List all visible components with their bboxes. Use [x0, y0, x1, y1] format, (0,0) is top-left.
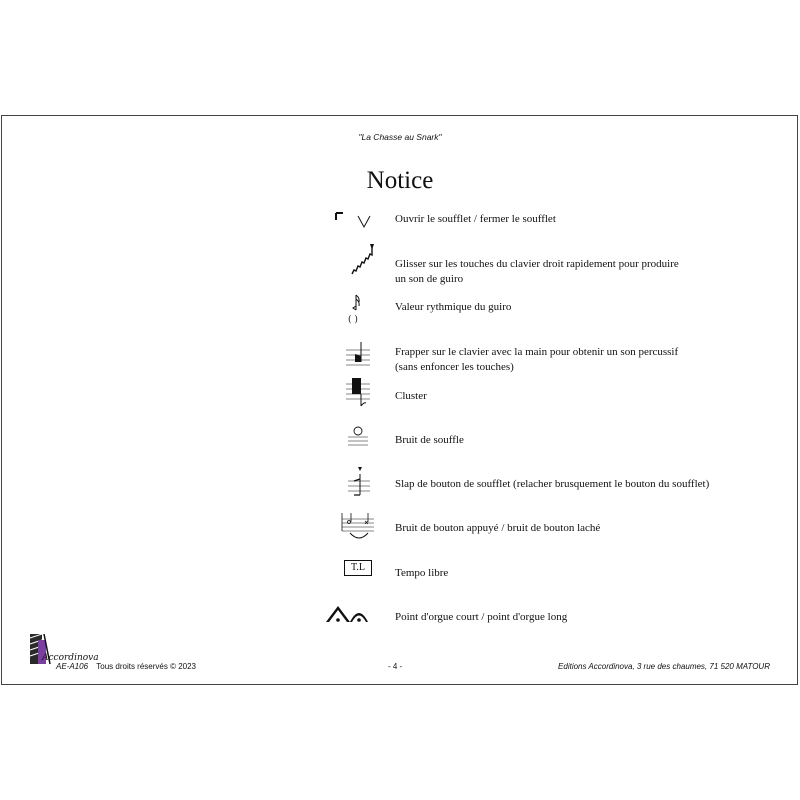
- button-noise-icon: [330, 509, 386, 543]
- notice-item-8: Bruit de bouton appuyé / bruit de bouton laché: [395, 522, 601, 534]
- copyright: Tous droits réservés © 2023: [96, 662, 196, 671]
- cluster-icon: [330, 376, 386, 408]
- page-number: - 4 -: [388, 662, 403, 671]
- publisher-address: Editions Accordinova, 3 rue des chaumes, 71 520 MATOUR: [558, 662, 770, 671]
- open-close-bellows-icon: [330, 210, 386, 230]
- percussive-strike-icon: [330, 340, 386, 368]
- piece-title: "La Chasse au Snark": [358, 132, 442, 142]
- notice-item-1: Ouvrir le soufflet / fermer le soufflet: [395, 213, 556, 225]
- notice-item-2: Glisser sur les touches du clavier droit rapidement pour produire un son de guiro: [395, 258, 679, 285]
- catalog-code: AE-A106: [56, 662, 89, 671]
- breath-noise-icon: [330, 424, 386, 450]
- notice-item-10: Point d'orgue court / point d'orgue long: [395, 611, 568, 623]
- notice-item-7: Slap de bouton de soufflet (relacher brusquement le bouton du soufflet): [395, 478, 710, 490]
- guiro-rhythm-icon: [330, 292, 386, 324]
- button-slap-icon: [330, 465, 386, 499]
- notice-item-3: Valeur rythmique du guiro: [395, 301, 512, 313]
- svg-text:( ): ( ): [348, 315, 358, 325]
- page-title: Notice: [366, 167, 434, 194]
- notice-item-4: Frapper sur le clavier avec la main pour obtenir un son percussif (sans enfoncer les touches): [395, 346, 679, 373]
- notice-item-6: Bruit de souffle: [395, 434, 464, 446]
- notice-item-9: Tempo libre: [395, 567, 449, 579]
- tempo-libre-icon: [330, 560, 386, 576]
- fermata-icon: [330, 600, 386, 628]
- glissando-icon: [330, 240, 386, 276]
- notice-item-5: Cluster: [395, 390, 427, 402]
- tempo-libre-box: T.L: [344, 560, 372, 576]
- logo-text: Accordinova: [42, 653, 99, 663]
- footer-left: [56, 662, 196, 671]
